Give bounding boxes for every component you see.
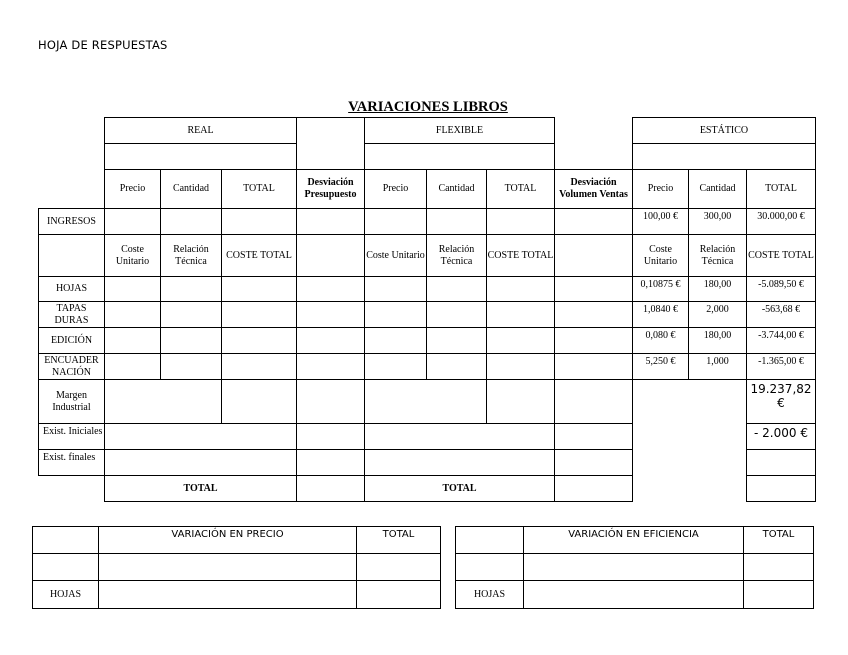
estatico-hojas-total: -5.089,50 € [746, 276, 816, 302]
header-estatico-coste-unitario: Coste Unitario [632, 234, 689, 277]
table-cell [104, 276, 161, 302]
bottom_left-header: VARIACIÓN EN PRECIO [98, 526, 357, 554]
table-cell [221, 208, 297, 235]
table-cell [426, 353, 487, 380]
estatico-hojas-relacion: 180,00 [688, 276, 747, 302]
estatico-ingresos-precio: 100,00 € [632, 208, 689, 235]
header-estatico-total: TOTAL [746, 169, 816, 209]
row-label-exist-iniciales: Exist. Iniciales [38, 423, 105, 450]
page-title-text: VARIACIONES LIBROS [348, 99, 508, 115]
header-desviacion-volumen: Desviación Volumen Ventas [554, 169, 633, 209]
table-cell [104, 143, 297, 170]
estatico-encuadernacion-total: -1.365,00 € [746, 353, 816, 380]
table-cell [523, 553, 744, 581]
table-cell [221, 276, 297, 302]
header-flexible-cantidad: Cantidad [426, 169, 487, 209]
table-cell [455, 553, 524, 581]
bottom_right-header: VARIACIÓN EN EFICIENCIA [523, 526, 744, 554]
table-cell [296, 327, 365, 354]
table-cell [743, 553, 814, 581]
table-cell [554, 301, 633, 328]
table-cell [104, 208, 161, 235]
bottom_right-total-header: TOTAL [743, 526, 814, 554]
bottom_left-row-hojas: HOJAS [32, 580, 99, 609]
table-cell [38, 234, 105, 277]
table-cell [486, 208, 555, 235]
table-cell [104, 379, 222, 424]
table-cell [486, 353, 555, 380]
estatico-encuadernacion-relacion: 1,000 [688, 353, 747, 380]
table-cell [221, 379, 297, 424]
table-cell [554, 423, 633, 450]
table-cell [554, 276, 633, 302]
table-cell [98, 553, 357, 581]
table-cell [554, 208, 633, 235]
header-real-coste-total: COSTE TOTAL [221, 234, 297, 277]
group-real: REAL [104, 117, 297, 144]
table-cell [426, 276, 487, 302]
table-cell [554, 353, 633, 380]
table-cell [364, 353, 427, 380]
table-cell [426, 327, 487, 354]
table-cell [426, 208, 487, 235]
bottom_left-total-header: TOTAL [356, 526, 441, 554]
total-flexible: TOTAL [364, 475, 555, 502]
table-cell [296, 423, 365, 450]
row-label-edicion: EDICIÓN [38, 327, 105, 354]
table-cell [104, 327, 161, 354]
table-cell [221, 327, 297, 354]
table-cell [746, 449, 816, 476]
table-cell [296, 301, 365, 328]
table-cell [364, 301, 427, 328]
table-cell [104, 301, 161, 328]
table-cell [221, 301, 297, 328]
header-real-total: TOTAL [221, 169, 297, 209]
table-cell [554, 475, 633, 502]
table-cell [356, 553, 441, 581]
table-cell [160, 353, 222, 380]
table-cell [160, 208, 222, 235]
estatico-ingresos-cantidad: 300,00 [688, 208, 747, 235]
header-flexible-relacion-tecnica: Relación Técnica [426, 234, 487, 277]
table-cell [743, 580, 814, 609]
table-cell [364, 423, 555, 450]
header-real-relacion-tecnica: Relación Técnica [160, 234, 222, 277]
table-cell [296, 449, 365, 476]
estatico-encuadernacion-coste: 5,250 € [632, 353, 689, 380]
header-real-coste-unitario: Coste Unitario [104, 234, 161, 277]
table-cell [104, 449, 297, 476]
table-cell [364, 276, 427, 302]
total-real: TOTAL [104, 475, 297, 502]
table-cell [221, 353, 297, 380]
header-real-precio: Precio [104, 169, 161, 209]
table-cell [160, 327, 222, 354]
bottom_right-row-hojas: HOJAS [455, 580, 524, 609]
row-label-exist-finales: Exist. finales [38, 449, 105, 476]
header-real-cantidad: Cantidad [160, 169, 222, 209]
header-estatico-coste-total: COSTE TOTAL [746, 234, 816, 277]
page-header: HOJA DE RESPUESTAS [38, 38, 168, 52]
row-label-ingresos: INGRESOS [38, 208, 105, 235]
row-label-tapas: TAPAS DURAS [38, 301, 105, 328]
table-cell [296, 234, 365, 277]
header-flexible-total: TOTAL [486, 169, 555, 209]
table-cell [364, 327, 427, 354]
table-cell [296, 379, 365, 424]
row-label-hojas: HOJAS [38, 276, 105, 302]
table-cell [296, 208, 365, 235]
row-label-encuadernacion: ENCUADER NACIÓN [38, 353, 105, 380]
table-cell [32, 526, 99, 554]
table-cell [426, 301, 487, 328]
table-cell [364, 208, 427, 235]
table-cell [364, 449, 555, 476]
header-desviacion-presupuesto: Desviación Presupuesto [296, 169, 365, 209]
header-flexible-coste-total: COSTE TOTAL [486, 234, 555, 277]
table-cell [104, 423, 297, 450]
table-cell [455, 526, 524, 554]
estatico-edicion-relacion: 180,00 [688, 327, 747, 354]
table-cell [554, 327, 633, 354]
header-flexible-coste-unitario: Coste Unitario [364, 234, 427, 277]
table-cell [296, 276, 365, 302]
header-estatico-cantidad: Cantidad [688, 169, 747, 209]
header-estatico-relacion-tecnica: Relación Técnica [688, 234, 747, 277]
estatico-edicion-total: -3.744,00 € [746, 327, 816, 354]
table-cell [296, 475, 365, 502]
table-cell [160, 276, 222, 302]
header-estatico-precio: Precio [632, 169, 689, 209]
table-cell [296, 353, 365, 380]
table-cell [523, 580, 744, 609]
estatico-tapas-coste: 1,0840 € [632, 301, 689, 328]
header-flexible-precio: Precio [364, 169, 427, 209]
table-cell [32, 553, 99, 581]
estatico-edicion-coste: 0,080 € [632, 327, 689, 354]
table-cell [746, 475, 816, 502]
estatico-tapas-total: -563,68 € [746, 301, 816, 328]
table-cell [486, 276, 555, 302]
table-cell [554, 379, 633, 424]
estatico-margen-total: 19.237,82 € [746, 379, 816, 424]
estatico-tapas-relacion: 2,000 [688, 301, 747, 328]
row-label-margen: Margen Industrial [38, 379, 105, 424]
page-title [0, 98, 848, 116]
table-cell [632, 143, 816, 170]
table-cell [486, 327, 555, 354]
table-cell [98, 580, 357, 609]
group-estatico: ESTÁTICO [632, 117, 816, 144]
estatico-ingresos-total: 30.000,00 € [746, 208, 816, 235]
table-cell [160, 301, 222, 328]
table-cell [104, 353, 161, 380]
group-flexible: FLEXIBLE [364, 117, 555, 144]
table-cell [486, 379, 555, 424]
estatico-exist-iniciales-total: - 2.000 € [746, 423, 816, 450]
table-cell [364, 379, 487, 424]
table-cell [364, 143, 555, 170]
estatico-hojas-coste: 0,10875 € [632, 276, 689, 302]
table-cell [554, 234, 633, 277]
table-cell [356, 580, 441, 609]
table-cell [554, 449, 633, 476]
table-cell [486, 301, 555, 328]
